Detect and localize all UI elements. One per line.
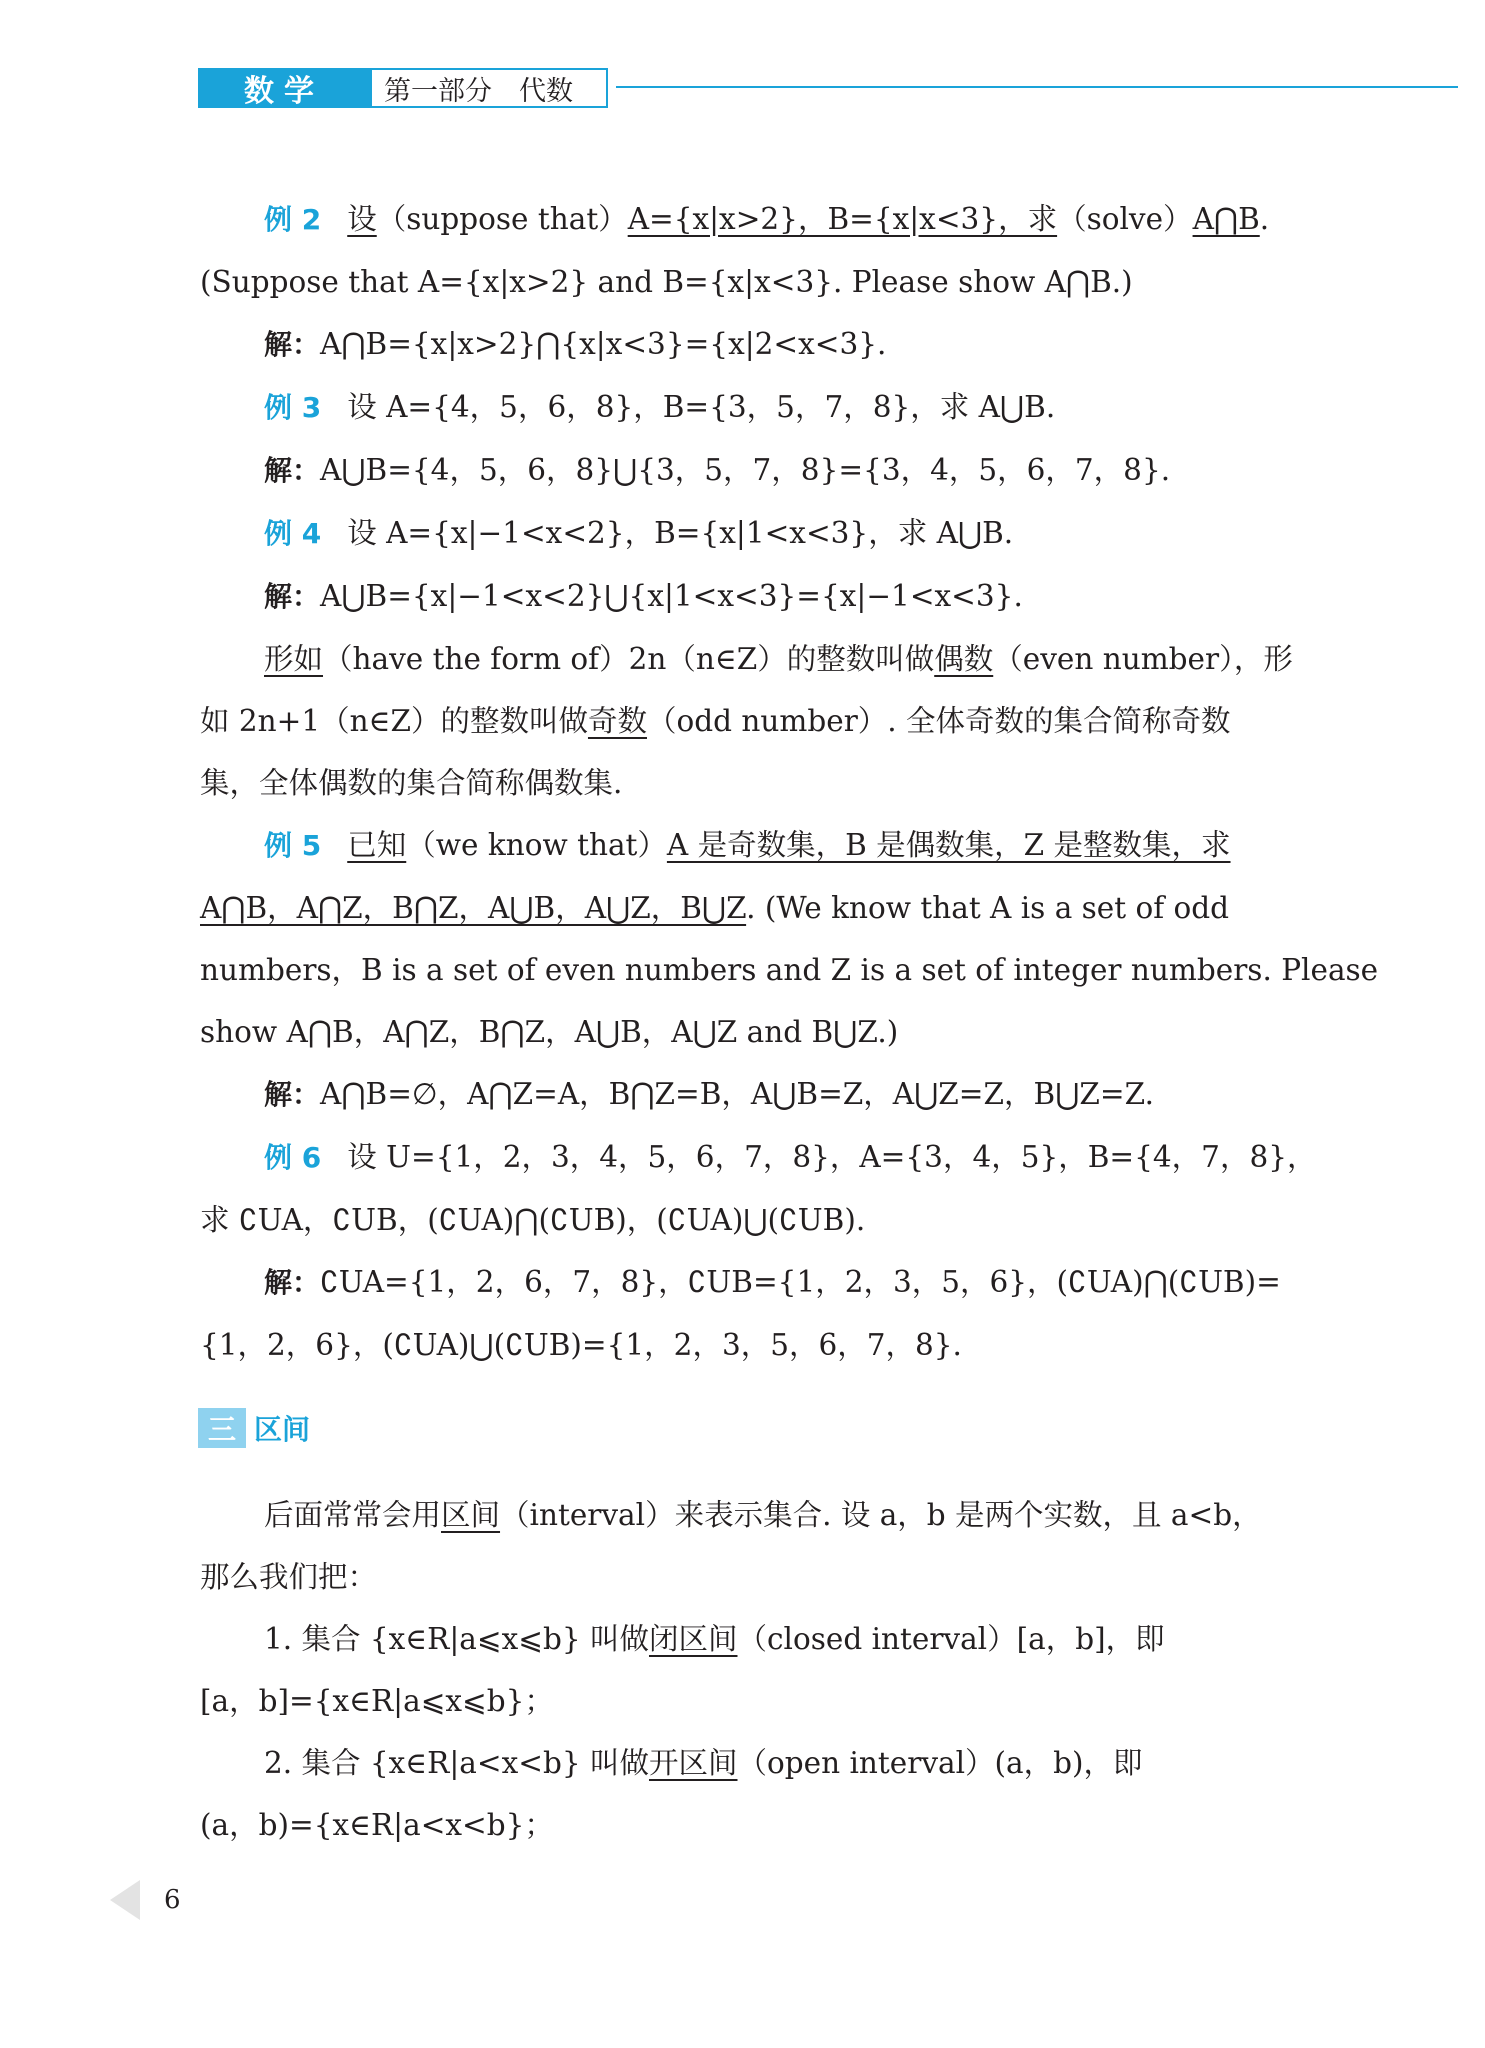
header-chapter: 第一部分 代数 [370,68,608,108]
open-interval-item: 2. 集合 {x∈R|a<x<b} 叫做开区间（open interval）(a，b)，即 [264,1746,1143,1780]
example-4-question: 例 4 设 A={x|−1<x<2}，B={x|1<x<3}，求 A⋃B. [264,516,1014,550]
example-3-solution: 解：A⋃B={4，5，6，8}⋃{3，5，7，8}={3，4，5，6，7，8}. [264,453,1171,487]
example-2-question: 例 2 设（suppose that）A={x|x>2}，B={x|x<3}，求（solve）A⋂B. [264,202,1270,236]
closed-interval-definition: [a，b]={x∈R|a⩽x⩽b}； [200,1684,554,1718]
example-5-solution: 解：A⋂B=∅，A⋂Z=A，B⋂Z=B，A⋃B=Z，A⋃Z=Z，B⋃Z=Z. [264,1077,1154,1111]
parity-definition-line-2: 如 2n+1（n∈Z）的整数叫做奇数（odd number）. 全体奇数的集合简称奇数 [200,704,1231,738]
example-5-english-2: numbers，B is a set of even numbers and Z is a set of integer numbers. Please [200,953,1379,987]
page-number: 6 [164,1885,181,1915]
example-2-solution: 解：A⋂B={x|x>2}⋂{x|x<3}={x|2<x<3}. [264,327,887,361]
parity-definition-line-3: 集，全体偶数的集合简称偶数集. [200,766,623,800]
example-5-english-3: show A⋂B，A⋂Z，B⋂Z，A⋃B，A⋃Z and B⋃Z.) [200,1015,899,1049]
closed-interval-item: 1. 集合 {x∈R|a⩽x⩽b} 叫做闭区间（closed interval）[a，b]，即 [264,1622,1165,1656]
example-6-solution: 解：∁UA={1，2，6，7，8}，∁UB={1，2，3，5，6}，(∁UA)⋂(∁UB)= [264,1265,1281,1299]
example-6-solution-2: {1，2，6}，(∁UA)⋃(∁UB)={1，2，3，5，6，7，8}. [200,1328,962,1362]
example-3-question: 例 3 设 A={4，5，6，8}，B={3，5，7，8}，求 A⋃B. [264,390,1056,424]
header-rule [616,86,1458,88]
example-5-targets: A⋂B，A⋂Z，B⋂Z，A⋃B，A⋃Z，B⋃Z. (We know that A is a set of odd [200,891,1230,925]
example-6-question: 例 6 设 U={1，2，3，4，5，6，7，8}，A={3，4，5}，B={4，7，8}， [264,1140,1317,1174]
example-4-solution: 解：A⋃B={x|−1<x<2}⋃{x|1<x<3}={x|−1<x<3}. [264,579,1023,613]
header-subject: 数学 [198,68,370,108]
running-header [198,68,608,108]
example-2-english: (Suppose that A={x|x>2} and B={x|x<3}. Please show A⋂B.) [200,265,1133,299]
example-6-question-2: 求 ∁UA，∁UB，(∁UA)⋂(∁UB)，(∁UA)⋃(∁UB). [200,1203,866,1237]
open-interval-definition: (a，b)={x∈R|a<x<b}； [200,1808,554,1842]
section-title: 区间 [254,1413,311,1446]
interval-intro-2: 那么我们把： [200,1560,378,1594]
section-heading [198,1408,310,1448]
page-corner-triangle [110,1880,140,1920]
example-2-label: 例 2 [264,203,322,236]
main-content [200,188,1379,1376]
interval-content [200,1484,1288,1856]
interval-intro: 后面常常会用区间（interval）来表示集合. 设 a，b 是两个实数，且 a<b， [264,1498,1262,1532]
example-5-question: 例 5 已知（we know that）A 是奇数集，B 是偶数集，Z 是整数集，求 [264,828,1231,862]
section-number: 三 [198,1408,246,1448]
parity-definition-line-1: 形如（have the form of）2n（n∈Z）的整数叫做偶数（even number），形 [264,642,1293,676]
